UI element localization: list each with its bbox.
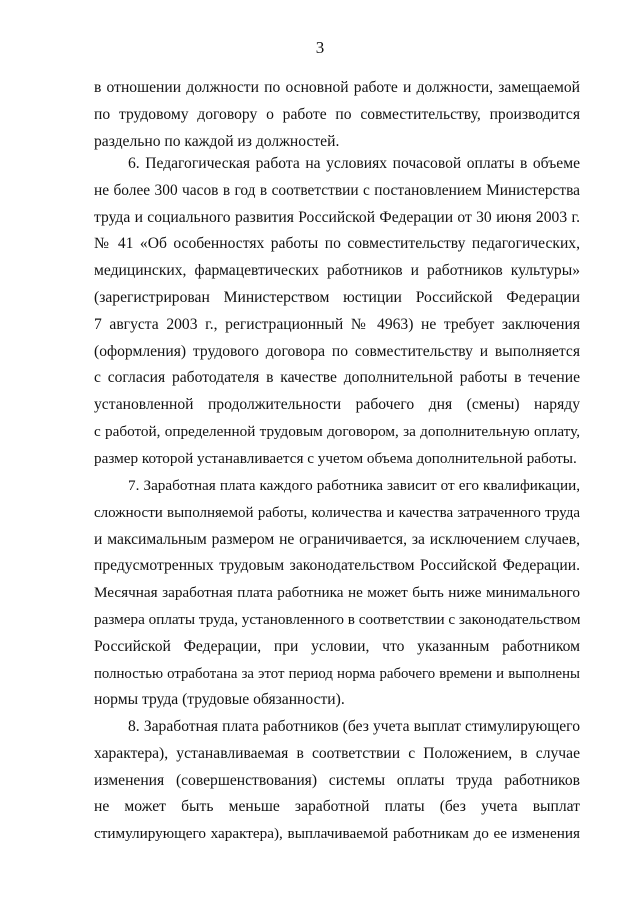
text-line: предусмотренных трудовым законодательством Российской Федерации. (94, 557, 580, 575)
text-line: не может быть меньше заработной платы (без учета выплат (94, 798, 580, 816)
text-line: с согласия работодателя в качестве дополнительной работы в течение (94, 369, 580, 387)
paragraph-item-8 (94, 714, 580, 848)
paragraph-continuation (94, 75, 580, 155)
text-line: 6. Педагогическая работа на условиях почасовой оплаты в объеме (128, 155, 580, 172)
text-line: изменения (совершенствования) системы оплаты труда работников (94, 771, 580, 789)
text-line: сложности выполняемой работы, количества и качества затраченного труда (94, 504, 580, 521)
text-line: по трудовому договору о работе по совместительству, производится (94, 105, 580, 123)
text-line: стимулирующего характера), выплачиваемой работникам до ее изменения (94, 825, 580, 843)
paragraph-item-6 (94, 151, 580, 473)
paragraph-item-7 (94, 473, 580, 714)
text-line: (оформления) трудового договора по совместительству и выполняется (94, 342, 580, 360)
page-number: 3 (315, 38, 325, 57)
text-line: размер которой устанавливается с учетом объема дополнительной работы. (94, 449, 577, 467)
text-line: раздельно по каждой из должностей. (94, 132, 340, 150)
text-line: характера), устанавливаемая в соответствии с Положением, в случае (94, 744, 580, 762)
text-line: 7. Заработная плата каждого работника зависит от его квалификации, (128, 477, 580, 494)
text-line: в отношении должности по основной работе и должности, замещаемой (94, 79, 580, 96)
text-line: Месячная заработная плата работника не может быть ниже минимального (94, 584, 580, 602)
text-line: № 41 «Об особенностях работы по совместительству педагогических, (94, 235, 580, 253)
text-line: Российской Федерации, при условии, что указанным работником (94, 637, 580, 655)
text-line: 7 августа 2003 г., регистрационный № 4963) не требует заключения (94, 315, 580, 333)
text-line: полностью отработана за этот период норма рабочего времени и выполнены (94, 665, 580, 682)
text-line: медицинских, фармацевтических работников и работников культуры» (94, 262, 580, 280)
text-line: и максимальным размером не ограничивается, за исключением случаев, (94, 530, 580, 548)
text-line: 8. Заработная плата работников (без учета выплат стимулирующего (128, 718, 580, 735)
text-line: с работой, определенной трудовым договором, за дополнительную оплату, (94, 422, 580, 440)
text-line: не более 300 часов в год в соответствии с постановлением Министерства (94, 181, 580, 199)
text-line: установленной продолжительности рабочего дня (смены) наряду (94, 396, 580, 414)
text-line: нормы труда (трудовые обязанности). (94, 691, 345, 709)
text-line: (зарегистрирован Министерством юстиции Российской Федерации (94, 288, 580, 306)
text-line: размера оплаты труда, установленного в соответствии с законодательством (94, 610, 580, 628)
text-line: труда и социального развития Российской Федерации от 30 июня 2003 г. (94, 208, 580, 226)
